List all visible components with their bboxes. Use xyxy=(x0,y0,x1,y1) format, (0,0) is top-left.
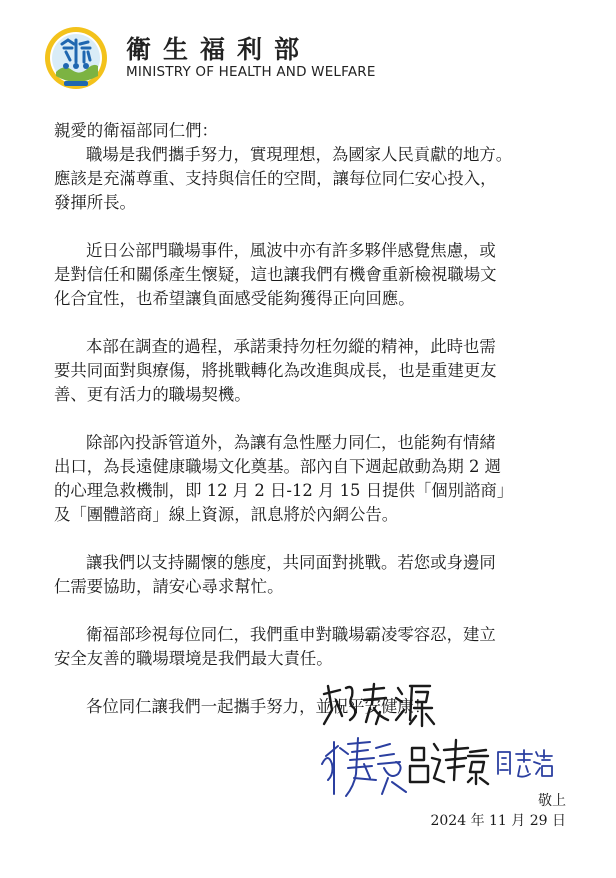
paragraph-line: 化合宜性，也希望讓負面感受能夠獲得正向回應。 xyxy=(54,289,415,308)
paragraph-line: 本部在調查的過程，承諾秉持勿枉勿縱的精神，此時也需 xyxy=(86,337,496,356)
paragraph-line: 出口，為長遠健康職場文化奠基。部內自下週起啟動為期 2 週 xyxy=(54,457,502,476)
paragraph-line: 應該是充滿尊重、支持與信任的空間，讓每位同仁安心投入， xyxy=(54,169,497,188)
paragraph-line: 仁需要協助，請安心尋求幫忙。 xyxy=(54,577,284,596)
paragraph-line: 讓我們以支持關懷的態度，共同面對挑戰。若您或身邊同 xyxy=(86,553,496,572)
paragraph-line: 的心理急救機制，即 12 月 2 日-12 月 15 日提供「個別諮商」 xyxy=(54,481,514,500)
paragraph-line: 衛福部珍視每位同仁，我們重申對職場霸凌零容忍，建立 xyxy=(86,625,496,644)
org-name-en: MINISTRY OF HEALTH AND WELFARE xyxy=(126,64,376,80)
letter-body xyxy=(54,119,574,719)
paragraph xyxy=(54,239,574,311)
paragraph-line: 安全友善的職場環境是我們最大責任。 xyxy=(54,649,333,668)
paragraph-line: 除部內投訴管道外，為讓有急性壓力同仁，也能夠有情緒 xyxy=(86,433,496,452)
sign-off: 敬上 xyxy=(538,793,566,809)
signature-top xyxy=(318,680,438,730)
letterhead xyxy=(44,26,584,96)
closing xyxy=(430,791,566,831)
paragraph xyxy=(54,335,574,407)
paragraph-line: 及「團體諮商」線上資源，訊息將於內網公告。 xyxy=(54,505,399,524)
paragraph-line: 是對信任和關係產生懷疑，這也讓我們有機會重新檢視職場文 xyxy=(54,265,497,284)
signature-bottom-2 xyxy=(408,738,492,790)
paragraph xyxy=(54,431,574,527)
greeting: 親愛的衛福部同仁們： xyxy=(54,121,218,140)
signature-bottom-3 xyxy=(494,746,556,782)
paragraph xyxy=(54,623,574,671)
paragraph xyxy=(54,551,574,599)
paragraph-line: 發揮所長。 xyxy=(54,193,136,212)
org-name-cn: 衛生福利部 xyxy=(126,35,312,64)
paragraph-line: 職場是我們攜手努力，實現理想，為國家人民貢獻的地方。 xyxy=(86,145,513,164)
signature-bottom-1 xyxy=(318,734,410,802)
paragraph-line: 善、更有活力的職場契機。 xyxy=(54,385,251,404)
paragraph-line: 各位同仁讓我們一起攜手努力，並祝平安健康！ xyxy=(86,697,431,716)
paragraph xyxy=(54,143,574,215)
paragraph-line: 要共同面對與療傷，將挑戰轉化為改進與成長，也是重建更友 xyxy=(54,361,497,380)
letter-date: 2024 年 11 月 29 日 xyxy=(430,813,566,829)
paragraph xyxy=(54,695,574,719)
paragraph-line: 近日公部門職場事件，風波中亦有許多夥伴感覺焦慮，或 xyxy=(86,241,496,260)
ministry-emblem-icon xyxy=(44,26,108,90)
